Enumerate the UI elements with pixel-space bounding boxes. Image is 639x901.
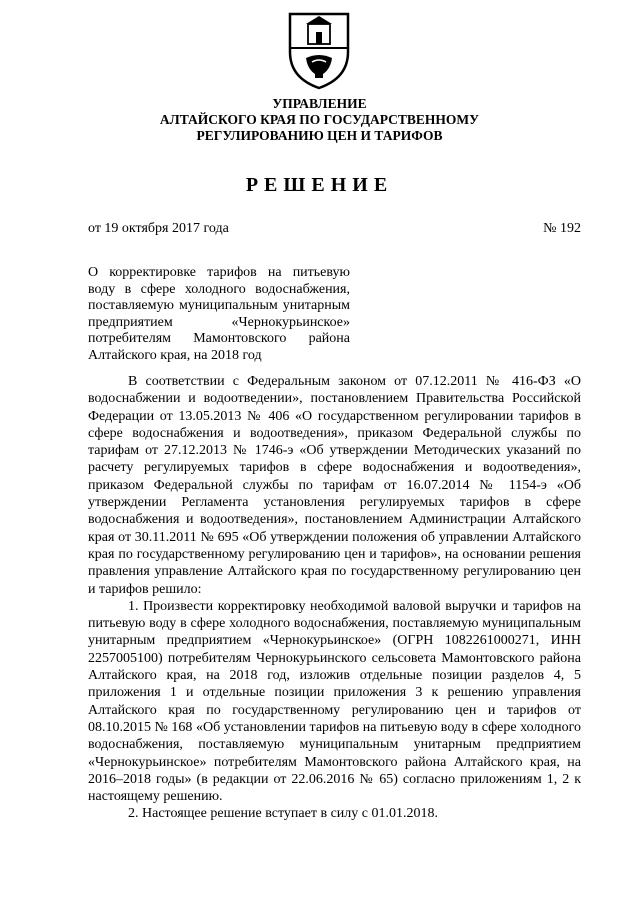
agency-name [0,96,639,144]
agency-line-1: УПРАВЛЕНИЕ [272,96,367,111]
document-title: РЕШЕНИЕ [245,174,394,196]
coat-of-arms-icon [284,8,354,90]
agency-line-2: АЛТАЙСКОГО КРАЯ ПО ГОСУДАРСТВЕННОМУ [159,112,480,127]
resolved-text: решило: [152,581,202,597]
agency-line-3: РЕГУЛИРОВАНИЮ ЦЕН И ТАРИФОВ [196,128,443,143]
item-1-paragraph: 1. Произвести корректировку необходимой валовой выручки и тарифов на питьевую воду в сфере холодного водоснабжения, поставляемую муниципальным унитарным предприятием «Чернокурьинское» (ОГРН 1082261000271, ИНН 2257005100) потребителям Чернокурьинского сельсовета Мамонтовского района Алтайского края, на 2018 год, изложив отдельные позиции разделов 4, 5 приложения 1 и отдельные позиции приложения 3 к решению управления Алтайского края по государственному регулированию цен и тарифов от 08.10.2015 № 168 «Об установлении тарифов на питьевую воду в сфере холодного водоснабжения, поставляемую муниципальным унитарным предприятием «Чернокурьинское» потребителям Мамонтовского района Алтайского края, на 2016–2018 годы» (в редакции от 22.06.2016 № 65) согласно приложениям 1, 2 к настоящему решению. [88,598,581,805]
preamble-text: В соответствии с Федеральным законом от 07.12.2011 № 416-ФЗ «О водоснабжении и водоотведении», постановлением Правительства Российской Федерации от 13.05.2013 № 406 «О государственном регулировании тарифов в сфере водоснабжения и водоотведения», приказом Федеральной службы по тарифам от 27.12.2013 № 1746-э «Об утверждении Методических указаний по расчету регулируемых тарифов в сфере водоснабжения и водоотведения», приказом Федеральной службы по тарифам от 16.07.2014 № 1154-э «Об утверждении Регламента установления регулируемых тарифов в сфере водоснабжения и водоотведения», постановлением Администрации Алтайского края от 30.11.2011 № 695 «Об утверждении положения об управлении Алтайского края по государственному регулированию цен и тарифов», на основании решения правления управление Алтайского края по государственному регулированию цен и тарифов [88,374,581,597]
item-2-paragraph: 2. Настоящее решение вступает в силу с 01.01.2018. [128,806,438,822]
document-number: № 192 [543,221,581,236]
document-date: от 19 октября 2017 года [88,221,229,236]
document-body [88,373,581,823]
document-subject: О корректировке тарифов на питьевую воду в сфере холодного водоснабжения, поставляемую муниципальным унитарным предприятием «Чернокурьинское» потребителям Мамонтовского района Алтайского края, на 2018 год [88,265,350,363]
preamble-paragraph [88,373,581,598]
